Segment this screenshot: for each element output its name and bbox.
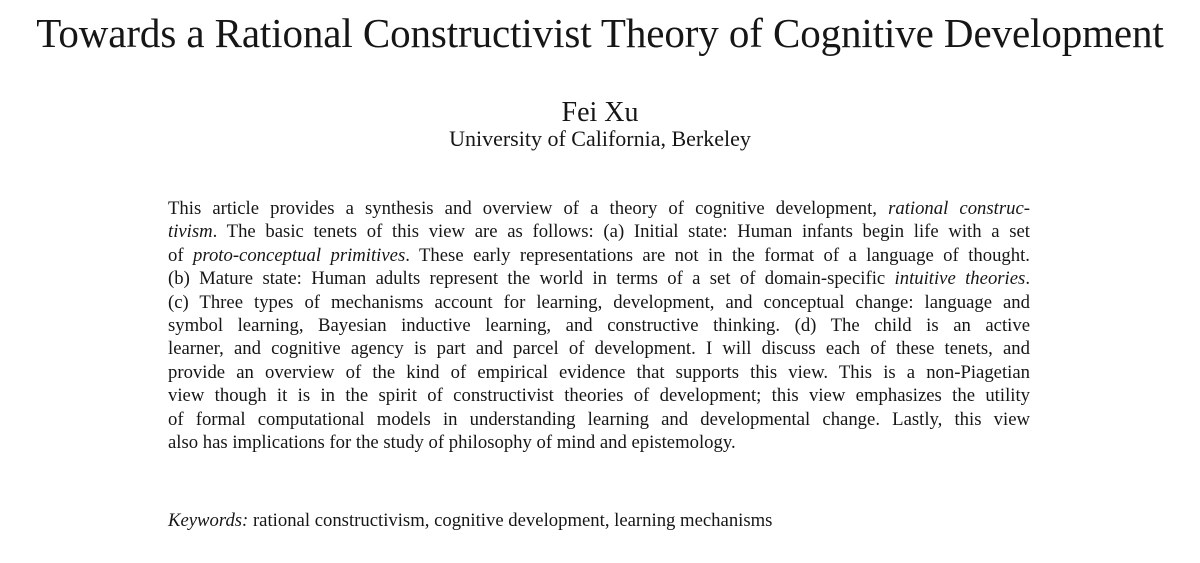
abstract-line: (b) Mature state: Human adults represent the world in terms of a set of domain-specific intuitive theories. bbox=[168, 268, 1030, 290]
abstract-line: of proto-conceptual primitives. These early representations are not in the format of a language of thought. bbox=[168, 244, 1030, 266]
paper-title: Towards a Rational Constructivist Theory of Cognitive Development bbox=[36, 10, 1164, 56]
abstract-line: view though it is in the spirit of constructivist theories of development; this view emphasizes the utility bbox=[168, 385, 1030, 407]
author-affiliation: University of California, Berkeley bbox=[449, 126, 751, 151]
abstract-line: learner, and cognitive agency is part and parcel of development. I will discuss each of these tenets, and bbox=[168, 338, 1030, 360]
abstract-line: This article provides a synthesis and overview of a theory of cognitive development, rational construc- bbox=[168, 198, 1031, 219]
abstract-line: also has implications for the study of philosophy of mind and epistemology. bbox=[168, 431, 736, 453]
abstract-line: (c) Three types of mechanisms account for learning, development, and conceptual change: language and bbox=[168, 291, 1030, 313]
keywords bbox=[168, 509, 772, 532]
abstract-line: of formal computational models in understanding learning and developmental change. Lastly, this view bbox=[168, 408, 1030, 430]
author-name: Fei Xu bbox=[561, 97, 639, 128]
abstract bbox=[168, 197, 1030, 454]
abstract-line: symbol learning, Bayesian inductive learning, and constructive thinking. (d) The child is an active bbox=[168, 314, 1030, 336]
abstract-line: tivism. The basic tenets of this view are as follows: (a) Initial state: Human infants begin life with a set bbox=[168, 221, 1030, 243]
keywords-label: Keywords: bbox=[168, 510, 249, 531]
keywords-list: rational constructivism, cognitive development, learning mechanisms bbox=[248, 510, 773, 531]
abstract-line: provide an overview of the kind of empirical evidence that supports this view. This is a non-Piagetian bbox=[168, 361, 1030, 383]
